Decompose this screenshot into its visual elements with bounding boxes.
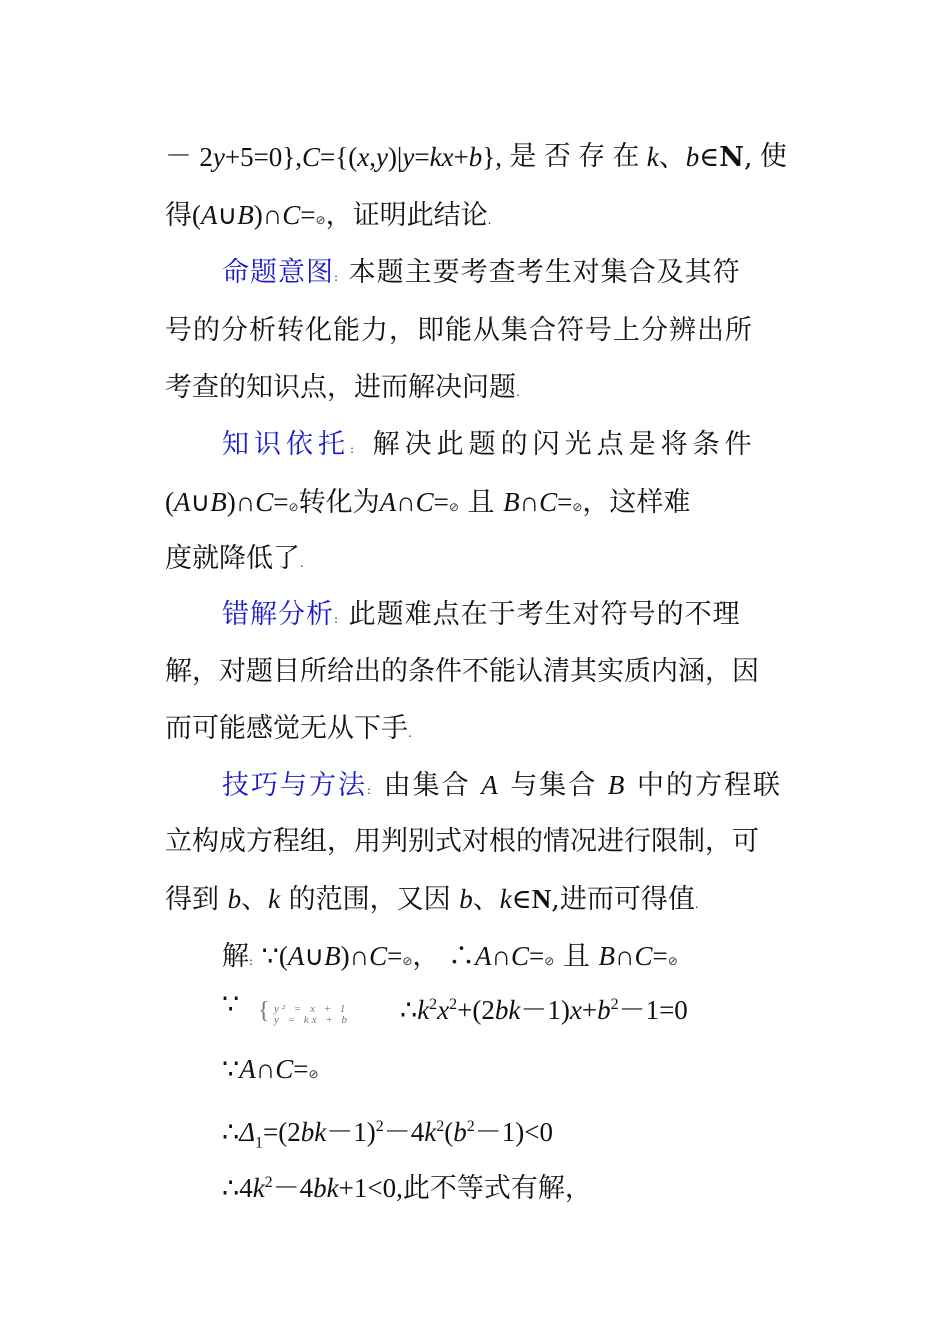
- knowledge-paragraph-line-3: 度就降低了.: [165, 543, 304, 574]
- solution-line-4: $\therefore\Delta_1=(2bk-1)^2-4k^2(b^2-1)<0$: [222, 1117, 553, 1152]
- system-row-1: y² = x + 1: [274, 1003, 349, 1015]
- solution-line-2-equation: $\therefore k^2x^2+(2bk-1)x+b^2-1=0$: [400, 995, 688, 1026]
- solution-line-3: ∵A∩C=⊘: [222, 1054, 319, 1085]
- intent-paragraph-line-1: 命题意图: 本题主要考查考生对集合及其符: [222, 257, 741, 288]
- solution-line-1: 解: ∵(A∪B)∩C=⊘， ∴A∩C=⊘ 且 B∩C=⊘: [222, 941, 678, 972]
- intent-label: 命题意图: [222, 257, 334, 288]
- knowledge-text: 解决此题的闪光点是将条件: [372, 429, 757, 460]
- knowledge-label: 知识依托: [222, 429, 350, 460]
- mistake-paragraph-line-2: 解，对题目所给出的条件不能认清其实质内涵，因: [165, 656, 759, 687]
- solution-line-2-because: ∵: [222, 989, 240, 1020]
- method-label: 技巧与方法: [222, 770, 367, 801]
- method-paragraph-line-2: 立构成方程组，用判别式对根的情况进行限制，可: [165, 826, 759, 857]
- equation-system: [258, 998, 384, 1028]
- mistake-text: 此题难点在于考生对符号的不理: [348, 599, 741, 630]
- solution-line-5: $\therefore 4k^2-4bk+1<0$,此不等式有解，: [222, 1173, 592, 1204]
- knowledge-paragraph-line-1: 知识依托: 解决此题的闪光点是将条件: [222, 429, 757, 460]
- mistake-label: 错解分析: [222, 599, 334, 630]
- solution-label: 解: [222, 941, 249, 972]
- system-row-2: y = kx + b: [274, 1014, 350, 1026]
- left-brace: {: [258, 998, 270, 1024]
- problem-line-1: － 2y+5=0},C={(x,y)|y=kx+b}, 是 否 存 在 k、b∈N, 使: [165, 141, 787, 173]
- problem-line-2: 得(A∪B)∩C=⊘，证明此结论.: [165, 200, 492, 231]
- method-paragraph-line-3: 得到 b、k 的范围，又因 b、k∈N,进而可得值.: [165, 884, 699, 915]
- knowledge-paragraph-line-2: (A∪B)∩C=⊘转化为A∩C=⊘ 且 B∩C=⊘，这样难: [165, 487, 691, 518]
- method-paragraph-line-1: 技巧与方法: 由集合 A 与集合 B 中的方程联: [222, 770, 782, 801]
- intent-paragraph-line-3: 考查的知识点，进而解决问题.: [165, 372, 520, 403]
- intent-paragraph-line-2: 号的分析转化能力，即能从集合符号上分辨出所: [165, 315, 753, 346]
- mistake-paragraph-line-1: 错解分析: 此题难点在于考生对符号的不理: [222, 599, 741, 630]
- mistake-paragraph-line-3: 而可能感觉无从下手.: [165, 713, 412, 744]
- intent-text: 本题主要考查考生对集合及其符: [348, 257, 741, 288]
